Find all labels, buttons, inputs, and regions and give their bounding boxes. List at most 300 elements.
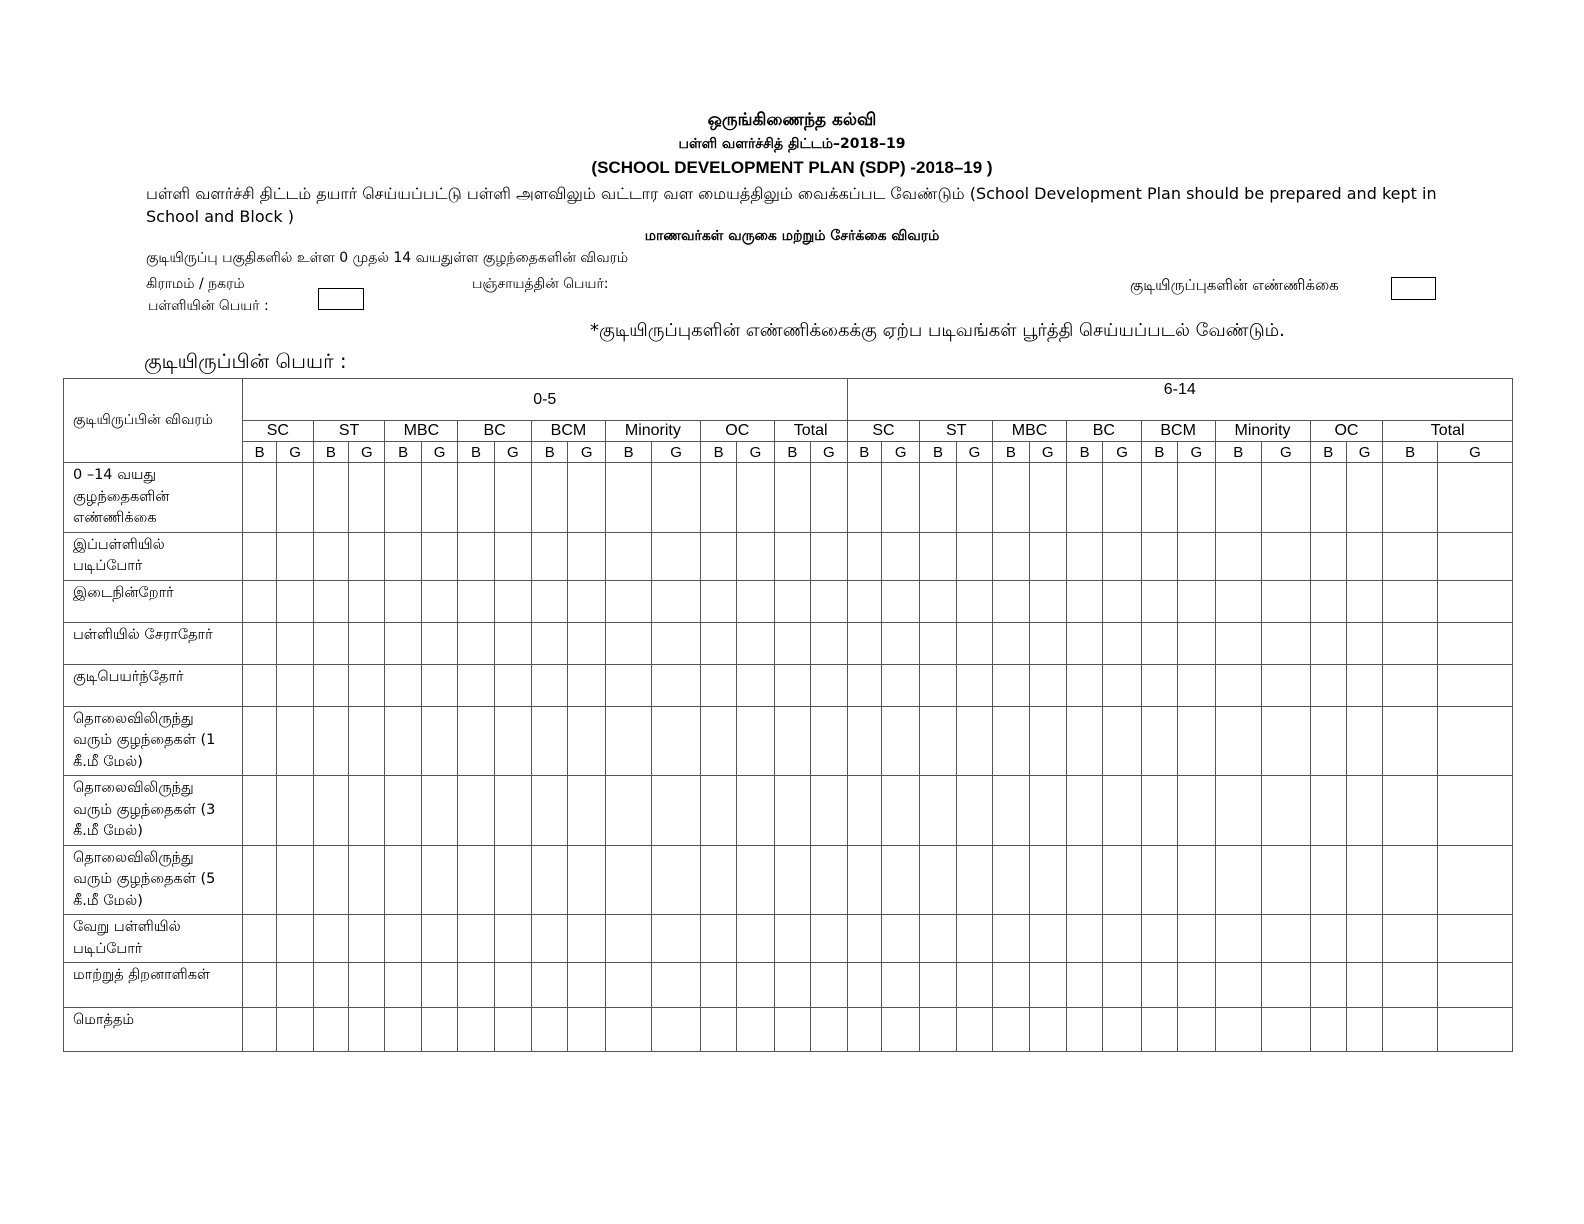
entry-cell[interactable]: [1383, 963, 1438, 1008]
entry-cell[interactable]: [1346, 664, 1382, 706]
entry-cell[interactable]: [1310, 915, 1346, 963]
entry-cell[interactable]: [494, 532, 531, 580]
entry-cell[interactable]: [774, 463, 810, 533]
entry-cell[interactable]: [242, 845, 276, 915]
entry-cell[interactable]: [1103, 463, 1141, 533]
entry-cell[interactable]: [1383, 532, 1438, 580]
entry-cell[interactable]: [1215, 463, 1262, 533]
entry-cell[interactable]: [956, 463, 992, 533]
entry-cell[interactable]: [811, 463, 848, 533]
entry-cell[interactable]: [774, 622, 810, 664]
entry-cell[interactable]: [1141, 463, 1177, 533]
entry-cell[interactable]: [494, 706, 531, 776]
entry-cell[interactable]: [1262, 915, 1311, 963]
entry-cell[interactable]: [532, 845, 568, 915]
entry-cell[interactable]: [1178, 963, 1215, 1008]
entry-cell[interactable]: [1383, 845, 1438, 915]
entry-cell[interactable]: [1066, 706, 1102, 776]
entry-cell[interactable]: [847, 463, 881, 533]
entry-cell[interactable]: [277, 463, 313, 533]
entry-cell[interactable]: [242, 776, 276, 846]
entry-cell[interactable]: [313, 915, 348, 963]
entry-cell[interactable]: [920, 706, 956, 776]
entry-cell[interactable]: [277, 963, 313, 1008]
entry-cell[interactable]: [1346, 915, 1382, 963]
entry-cell[interactable]: [1346, 845, 1382, 915]
entry-cell[interactable]: [881, 580, 919, 622]
entry-cell[interactable]: [532, 622, 568, 664]
entry-cell[interactable]: [313, 706, 348, 776]
entry-cell[interactable]: [1437, 532, 1512, 580]
entry-cell[interactable]: [1103, 664, 1141, 706]
entry-cell[interactable]: [1066, 580, 1102, 622]
entry-cell[interactable]: [421, 963, 457, 1008]
entry-cell[interactable]: [652, 915, 701, 963]
entry-cell[interactable]: [458, 532, 494, 580]
entry-cell[interactable]: [1310, 776, 1346, 846]
entry-cell[interactable]: [277, 580, 313, 622]
entry-cell[interactable]: [993, 580, 1029, 622]
entry-cell[interactable]: [1141, 532, 1177, 580]
entry-cell[interactable]: [313, 776, 348, 846]
entry-cell[interactable]: [1066, 776, 1102, 846]
entry-cell[interactable]: [920, 915, 956, 963]
entry-cell[interactable]: [532, 580, 568, 622]
entry-cell[interactable]: [458, 776, 494, 846]
entry-cell[interactable]: [313, 963, 348, 1008]
entry-cell[interactable]: [1346, 963, 1382, 1008]
entry-cell[interactable]: [458, 963, 494, 1008]
entry-cell[interactable]: [1215, 845, 1262, 915]
entry-cell[interactable]: [737, 963, 774, 1008]
entry-cell[interactable]: [1262, 1008, 1311, 1052]
entry-cell[interactable]: [920, 622, 956, 664]
entry-cell[interactable]: [1066, 532, 1102, 580]
entry-cell[interactable]: [1215, 622, 1262, 664]
entry-cell[interactable]: [1215, 963, 1262, 1008]
entry-cell[interactable]: [1103, 622, 1141, 664]
entry-cell[interactable]: [568, 706, 605, 776]
entry-cell[interactable]: [1262, 776, 1311, 846]
entry-cell[interactable]: [847, 963, 881, 1008]
entry-cell[interactable]: [652, 963, 701, 1008]
school-name-input-box[interactable]: [318, 288, 364, 310]
entry-cell[interactable]: [605, 706, 652, 776]
entry-cell[interactable]: [737, 622, 774, 664]
entry-cell[interactable]: [920, 664, 956, 706]
entry-cell[interactable]: [920, 776, 956, 846]
entry-cell[interactable]: [1383, 664, 1438, 706]
entry-cell[interactable]: [1178, 463, 1215, 533]
entry-cell[interactable]: [956, 1008, 992, 1052]
entry-cell[interactable]: [993, 532, 1029, 580]
entry-cell[interactable]: [385, 532, 421, 580]
entry-cell[interactable]: [1262, 532, 1311, 580]
entry-cell[interactable]: [811, 1008, 848, 1052]
entry-cell[interactable]: [1346, 622, 1382, 664]
entry-cell[interactable]: [1103, 963, 1141, 1008]
entry-cell[interactable]: [956, 580, 992, 622]
entry-cell[interactable]: [956, 963, 992, 1008]
entry-cell[interactable]: [458, 580, 494, 622]
entry-cell[interactable]: [349, 532, 385, 580]
entry-cell[interactable]: [568, 915, 605, 963]
entry-cell[interactable]: [811, 664, 848, 706]
entry-cell[interactable]: [568, 580, 605, 622]
entry-cell[interactable]: [847, 622, 881, 664]
entry-cell[interactable]: [458, 706, 494, 776]
entry-cell[interactable]: [1310, 463, 1346, 533]
entry-cell[interactable]: [993, 963, 1029, 1008]
entry-cell[interactable]: [385, 915, 421, 963]
entry-cell[interactable]: [881, 1008, 919, 1052]
entry-cell[interactable]: [421, 845, 457, 915]
entry-cell[interactable]: [494, 580, 531, 622]
entry-cell[interactable]: [568, 463, 605, 533]
entry-cell[interactable]: [242, 532, 276, 580]
entry-cell[interactable]: [881, 664, 919, 706]
entry-cell[interactable]: [532, 532, 568, 580]
entry-cell[interactable]: [737, 1008, 774, 1052]
entry-cell[interactable]: [1029, 776, 1066, 846]
entry-cell[interactable]: [1178, 1008, 1215, 1052]
entry-cell[interactable]: [652, 706, 701, 776]
entry-cell[interactable]: [605, 845, 652, 915]
entry-cell[interactable]: [700, 963, 736, 1008]
entry-cell[interactable]: [1141, 664, 1177, 706]
entry-cell[interactable]: [532, 706, 568, 776]
entry-cell[interactable]: [1141, 776, 1177, 846]
entry-cell[interactable]: [568, 1008, 605, 1052]
entry-cell[interactable]: [568, 845, 605, 915]
entry-cell[interactable]: [605, 915, 652, 963]
entry-cell[interactable]: [847, 845, 881, 915]
entry-cell[interactable]: [847, 915, 881, 963]
entry-cell[interactable]: [1383, 580, 1438, 622]
entry-cell[interactable]: [421, 580, 457, 622]
entry-cell[interactable]: [1029, 622, 1066, 664]
entry-cell[interactable]: [652, 463, 701, 533]
entry-cell[interactable]: [1262, 706, 1311, 776]
entry-cell[interactable]: [1215, 532, 1262, 580]
entry-cell[interactable]: [993, 463, 1029, 533]
entry-cell[interactable]: [1437, 622, 1512, 664]
entry-cell[interactable]: [811, 706, 848, 776]
entry-cell[interactable]: [811, 776, 848, 846]
entry-cell[interactable]: [1029, 532, 1066, 580]
entry-cell[interactable]: [847, 1008, 881, 1052]
entry-cell[interactable]: [1437, 776, 1512, 846]
entry-cell[interactable]: [385, 845, 421, 915]
entry-cell[interactable]: [1437, 915, 1512, 963]
entry-cell[interactable]: [1215, 580, 1262, 622]
entry-cell[interactable]: [1215, 776, 1262, 846]
entry-cell[interactable]: [1262, 463, 1311, 533]
entry-cell[interactable]: [1310, 706, 1346, 776]
entry-cell[interactable]: [1103, 915, 1141, 963]
entry-cell[interactable]: [421, 532, 457, 580]
entry-cell[interactable]: [349, 463, 385, 533]
entry-cell[interactable]: [494, 1008, 531, 1052]
entry-cell[interactable]: [1262, 845, 1311, 915]
entry-cell[interactable]: [774, 915, 810, 963]
habitation-count-input-box[interactable]: [1391, 277, 1436, 300]
entry-cell[interactable]: [605, 1008, 652, 1052]
entry-cell[interactable]: [737, 580, 774, 622]
entry-cell[interactable]: [652, 776, 701, 846]
entry-cell[interactable]: [1029, 915, 1066, 963]
entry-cell[interactable]: [458, 664, 494, 706]
entry-cell[interactable]: [993, 1008, 1029, 1052]
entry-cell[interactable]: [1215, 706, 1262, 776]
entry-cell[interactable]: [313, 532, 348, 580]
entry-cell[interactable]: [1437, 463, 1512, 533]
entry-cell[interactable]: [1141, 622, 1177, 664]
entry-cell[interactable]: [494, 664, 531, 706]
entry-cell[interactable]: [1310, 580, 1346, 622]
entry-cell[interactable]: [1029, 580, 1066, 622]
entry-cell[interactable]: [385, 776, 421, 846]
entry-cell[interactable]: [811, 845, 848, 915]
entry-cell[interactable]: [993, 706, 1029, 776]
entry-cell[interactable]: [920, 1008, 956, 1052]
entry-cell[interactable]: [494, 845, 531, 915]
entry-cell[interactable]: [1066, 845, 1102, 915]
entry-cell[interactable]: [881, 963, 919, 1008]
entry-cell[interactable]: [1437, 706, 1512, 776]
entry-cell[interactable]: [993, 664, 1029, 706]
entry-cell[interactable]: [1103, 706, 1141, 776]
entry-cell[interactable]: [1310, 664, 1346, 706]
entry-cell[interactable]: [458, 1008, 494, 1052]
entry-cell[interactable]: [737, 776, 774, 846]
entry-cell[interactable]: [737, 706, 774, 776]
entry-cell[interactable]: [242, 915, 276, 963]
entry-cell[interactable]: [421, 664, 457, 706]
entry-cell[interactable]: [774, 664, 810, 706]
entry-cell[interactable]: [568, 963, 605, 1008]
entry-cell[interactable]: [385, 706, 421, 776]
entry-cell[interactable]: [1346, 776, 1382, 846]
entry-cell[interactable]: [1262, 664, 1311, 706]
entry-cell[interactable]: [1141, 706, 1177, 776]
entry-cell[interactable]: [605, 580, 652, 622]
entry-cell[interactable]: [1029, 706, 1066, 776]
entry-cell[interactable]: [242, 1008, 276, 1052]
entry-cell[interactable]: [605, 776, 652, 846]
entry-cell[interactable]: [1141, 580, 1177, 622]
entry-cell[interactable]: [1383, 776, 1438, 846]
entry-cell[interactable]: [313, 580, 348, 622]
entry-cell[interactable]: [1029, 463, 1066, 533]
entry-cell[interactable]: [700, 1008, 736, 1052]
entry-cell[interactable]: [1066, 963, 1102, 1008]
entry-cell[interactable]: [1383, 463, 1438, 533]
entry-cell[interactable]: [774, 776, 810, 846]
entry-cell[interactable]: [1103, 1008, 1141, 1052]
entry-cell[interactable]: [458, 622, 494, 664]
entry-cell[interactable]: [1437, 963, 1512, 1008]
entry-cell[interactable]: [1383, 622, 1438, 664]
entry-cell[interactable]: [774, 580, 810, 622]
entry-cell[interactable]: [458, 915, 494, 963]
entry-cell[interactable]: [385, 622, 421, 664]
entry-cell[interactable]: [421, 1008, 457, 1052]
entry-cell[interactable]: [1437, 1008, 1512, 1052]
entry-cell[interactable]: [993, 622, 1029, 664]
entry-cell[interactable]: [242, 706, 276, 776]
entry-cell[interactable]: [1103, 776, 1141, 846]
entry-cell[interactable]: [811, 532, 848, 580]
entry-cell[interactable]: [242, 622, 276, 664]
entry-cell[interactable]: [1103, 532, 1141, 580]
entry-cell[interactable]: [881, 845, 919, 915]
entry-cell[interactable]: [1141, 845, 1177, 915]
entry-cell[interactable]: [1141, 1008, 1177, 1052]
entry-cell[interactable]: [277, 532, 313, 580]
entry-cell[interactable]: [1262, 580, 1311, 622]
entry-cell[interactable]: [349, 664, 385, 706]
entry-cell[interactable]: [1437, 845, 1512, 915]
entry-cell[interactable]: [349, 776, 385, 846]
entry-cell[interactable]: [349, 580, 385, 622]
entry-cell[interactable]: [1310, 1008, 1346, 1052]
entry-cell[interactable]: [605, 622, 652, 664]
entry-cell[interactable]: [385, 463, 421, 533]
entry-cell[interactable]: [494, 463, 531, 533]
entry-cell[interactable]: [1103, 580, 1141, 622]
entry-cell[interactable]: [700, 622, 736, 664]
entry-cell[interactable]: [652, 1008, 701, 1052]
entry-cell[interactable]: [349, 845, 385, 915]
entry-cell[interactable]: [956, 532, 992, 580]
entry-cell[interactable]: [605, 963, 652, 1008]
entry-cell[interactable]: [847, 664, 881, 706]
entry-cell[interactable]: [349, 622, 385, 664]
entry-cell[interactable]: [881, 532, 919, 580]
entry-cell[interactable]: [605, 664, 652, 706]
entry-cell[interactable]: [1310, 845, 1346, 915]
entry-cell[interactable]: [1383, 706, 1438, 776]
entry-cell[interactable]: [700, 706, 736, 776]
entry-cell[interactable]: [1262, 963, 1311, 1008]
entry-cell[interactable]: [847, 776, 881, 846]
entry-cell[interactable]: [881, 776, 919, 846]
entry-cell[interactable]: [277, 1008, 313, 1052]
entry-cell[interactable]: [532, 915, 568, 963]
entry-cell[interactable]: [956, 622, 992, 664]
entry-cell[interactable]: [737, 532, 774, 580]
entry-cell[interactable]: [1103, 845, 1141, 915]
entry-cell[interactable]: [532, 963, 568, 1008]
entry-cell[interactable]: [737, 915, 774, 963]
entry-cell[interactable]: [1178, 664, 1215, 706]
entry-cell[interactable]: [700, 664, 736, 706]
entry-cell[interactable]: [1346, 532, 1382, 580]
entry-cell[interactable]: [458, 463, 494, 533]
entry-cell[interactable]: [652, 845, 701, 915]
entry-cell[interactable]: [1178, 580, 1215, 622]
entry-cell[interactable]: [1178, 532, 1215, 580]
entry-cell[interactable]: [494, 963, 531, 1008]
entry-cell[interactable]: [532, 1008, 568, 1052]
entry-cell[interactable]: [920, 580, 956, 622]
entry-cell[interactable]: [277, 622, 313, 664]
entry-cell[interactable]: [811, 580, 848, 622]
entry-cell[interactable]: [1215, 1008, 1262, 1052]
entry-cell[interactable]: [1437, 580, 1512, 622]
entry-cell[interactable]: [1029, 1008, 1066, 1052]
entry-cell[interactable]: [1383, 915, 1438, 963]
entry-cell[interactable]: [1178, 776, 1215, 846]
entry-cell[interactable]: [1310, 532, 1346, 580]
entry-cell[interactable]: [421, 776, 457, 846]
entry-cell[interactable]: [1310, 622, 1346, 664]
entry-cell[interactable]: [700, 463, 736, 533]
entry-cell[interactable]: [811, 963, 848, 1008]
entry-cell[interactable]: [1346, 463, 1382, 533]
entry-cell[interactable]: [605, 532, 652, 580]
entry-cell[interactable]: [421, 463, 457, 533]
entry-cell[interactable]: [494, 915, 531, 963]
entry-cell[interactable]: [568, 776, 605, 846]
entry-cell[interactable]: [349, 1008, 385, 1052]
entry-cell[interactable]: [847, 706, 881, 776]
entry-cell[interactable]: [920, 463, 956, 533]
entry-cell[interactable]: [1066, 463, 1102, 533]
entry-cell[interactable]: [1141, 963, 1177, 1008]
entry-cell[interactable]: [652, 580, 701, 622]
entry-cell[interactable]: [313, 1008, 348, 1052]
entry-cell[interactable]: [700, 532, 736, 580]
entry-cell[interactable]: [811, 622, 848, 664]
entry-cell[interactable]: [494, 622, 531, 664]
entry-cell[interactable]: [1383, 1008, 1438, 1052]
entry-cell[interactable]: [1029, 664, 1066, 706]
entry-cell[interactable]: [1262, 622, 1311, 664]
entry-cell[interactable]: [242, 963, 276, 1008]
entry-cell[interactable]: [242, 580, 276, 622]
entry-cell[interactable]: [1029, 845, 1066, 915]
entry-cell[interactable]: [881, 915, 919, 963]
entry-cell[interactable]: [1215, 664, 1262, 706]
entry-cell[interactable]: [568, 664, 605, 706]
entry-cell[interactable]: [1178, 845, 1215, 915]
entry-cell[interactable]: [737, 463, 774, 533]
entry-cell[interactable]: [349, 915, 385, 963]
entry-cell[interactable]: [652, 664, 701, 706]
entry-cell[interactable]: [1215, 915, 1262, 963]
entry-cell[interactable]: [568, 622, 605, 664]
entry-cell[interactable]: [458, 845, 494, 915]
entry-cell[interactable]: [811, 915, 848, 963]
entry-cell[interactable]: [349, 706, 385, 776]
entry-cell[interactable]: [993, 845, 1029, 915]
entry-cell[interactable]: [774, 532, 810, 580]
entry-cell[interactable]: [1141, 915, 1177, 963]
entry-cell[interactable]: [532, 776, 568, 846]
entry-cell[interactable]: [847, 532, 881, 580]
entry-cell[interactable]: [277, 845, 313, 915]
entry-cell[interactable]: [494, 776, 531, 846]
entry-cell[interactable]: [242, 664, 276, 706]
entry-cell[interactable]: [1310, 963, 1346, 1008]
entry-cell[interactable]: [956, 915, 992, 963]
entry-cell[interactable]: [385, 664, 421, 706]
entry-cell[interactable]: [385, 963, 421, 1008]
entry-cell[interactable]: [385, 1008, 421, 1052]
entry-cell[interactable]: [421, 706, 457, 776]
